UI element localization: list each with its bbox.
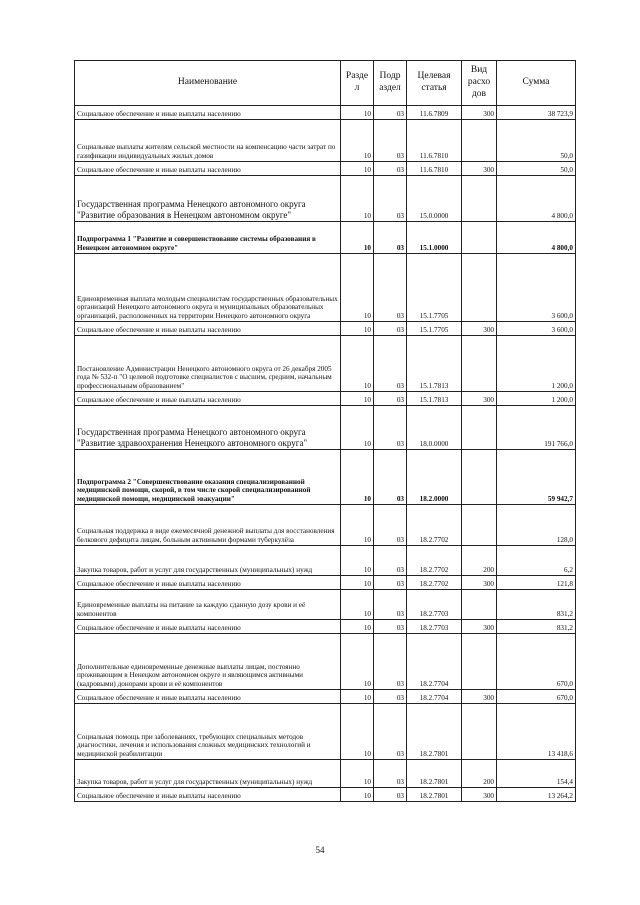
row-section: 10 bbox=[341, 222, 374, 254]
row-name: Социальное обеспечение и иные выплаты населению bbox=[75, 690, 341, 704]
row-target: 15.1.0000 bbox=[407, 222, 462, 254]
header-section: Разде л bbox=[341, 61, 374, 106]
budget-table bbox=[74, 60, 576, 802]
row-target: 15.0.0000 bbox=[407, 176, 462, 222]
table-row bbox=[75, 704, 576, 760]
table-row bbox=[75, 634, 576, 690]
row-target: 18.2.7702 bbox=[407, 505, 462, 546]
row-target: 18.2.7702 bbox=[407, 546, 462, 576]
row-amount: 3 600,0 bbox=[497, 322, 576, 336]
row-subsection: 03 bbox=[374, 322, 407, 336]
row-target: 18.2.7704 bbox=[407, 634, 462, 690]
row-subsection: 03 bbox=[374, 254, 407, 322]
row-amount: 4 800,0 bbox=[497, 222, 576, 254]
row-amount: 50,0 bbox=[497, 120, 576, 162]
table-row bbox=[75, 406, 576, 450]
row-expense-type bbox=[462, 120, 497, 162]
row-expense-type bbox=[462, 406, 497, 450]
row-subsection: 03 bbox=[374, 106, 407, 120]
table-row bbox=[75, 788, 576, 802]
row-section: 10 bbox=[341, 760, 374, 788]
row-expense-type bbox=[462, 704, 497, 760]
row-subsection: 03 bbox=[374, 120, 407, 162]
row-subsection: 03 bbox=[374, 690, 407, 704]
row-expense-type: 300 bbox=[462, 788, 497, 802]
row-section: 10 bbox=[341, 704, 374, 760]
row-target: 18.2.7703 bbox=[407, 590, 462, 620]
table-row bbox=[75, 690, 576, 704]
row-subsection: 03 bbox=[374, 760, 407, 788]
row-section: 10 bbox=[341, 322, 374, 336]
row-subsection: 03 bbox=[374, 634, 407, 690]
row-name: Единовременные выплаты на питание за каждую сданную дозу крови и её компонентов bbox=[75, 590, 341, 620]
table-row bbox=[75, 222, 576, 254]
row-subsection: 03 bbox=[374, 162, 407, 176]
row-subsection: 03 bbox=[374, 176, 407, 222]
row-section: 10 bbox=[341, 620, 374, 634]
row-expense-type: 300 bbox=[462, 322, 497, 336]
row-section: 10 bbox=[341, 634, 374, 690]
row-subsection: 03 bbox=[374, 392, 407, 406]
table-row bbox=[75, 760, 576, 788]
row-name: Социальное обеспечение и иные выплаты населению bbox=[75, 576, 341, 590]
row-expense-type: 300 bbox=[462, 576, 497, 590]
row-name: Социальная помощь при заболеваниях, требующих специальных методов диагностики, лечения и использования сложных медицинских технологий и медицинской реабилитации bbox=[75, 704, 341, 760]
row-amount: 38 723,9 bbox=[497, 106, 576, 120]
table-row bbox=[75, 254, 576, 322]
row-section: 10 bbox=[341, 576, 374, 590]
header-name: Наименование bbox=[75, 61, 341, 106]
row-name: Социальное обеспечение и иные выплаты населению bbox=[75, 788, 341, 802]
table-row bbox=[75, 392, 576, 406]
row-name: Государственная программа Ненецкого автономного округа "Развитие образования в Ненецком автономном округе" bbox=[75, 176, 341, 222]
row-target: 15.1.7705 bbox=[407, 254, 462, 322]
row-expense-type bbox=[462, 254, 497, 322]
row-expense-type bbox=[462, 450, 497, 505]
row-amount: 59 942,7 bbox=[497, 450, 576, 505]
row-subsection: 03 bbox=[374, 406, 407, 450]
row-section: 10 bbox=[341, 590, 374, 620]
row-amount: 4 800,0 bbox=[497, 176, 576, 222]
header-subsection: Подр аздел bbox=[374, 61, 407, 106]
row-target: 15.1.7705 bbox=[407, 322, 462, 336]
row-section: 10 bbox=[341, 106, 374, 120]
row-target: 18.2.7702 bbox=[407, 576, 462, 590]
row-section: 10 bbox=[341, 690, 374, 704]
table-row bbox=[75, 162, 576, 176]
row-name: Социальное обеспечение и иные выплаты населению bbox=[75, 392, 341, 406]
row-target: 18.2.7801 bbox=[407, 788, 462, 802]
row-amount: 154,4 bbox=[497, 760, 576, 788]
row-expense-type: 300 bbox=[462, 162, 497, 176]
table-row bbox=[75, 546, 576, 576]
row-amount: 13 264,2 bbox=[497, 788, 576, 802]
row-name: Дополнительные единовременные денежные выплаты лицам, постоянно проживающим в Ненецком автономном округе и являющимся активными (кадровыми) донорами крови и её компонентов bbox=[75, 634, 341, 690]
page-number: 54 bbox=[315, 845, 325, 855]
row-target: 18.2.7801 bbox=[407, 760, 462, 788]
table-row bbox=[75, 106, 576, 120]
table-row bbox=[75, 120, 576, 162]
row-amount: 831,2 bbox=[497, 590, 576, 620]
table-row bbox=[75, 322, 576, 336]
row-subsection: 03 bbox=[374, 450, 407, 505]
row-section: 10 bbox=[341, 254, 374, 322]
row-name: Подпрограмма 2 "Совершенствование оказания специализированной медицинской помощи, скорой, в том числе скорой специализированной медицинской помощи, медицинской эвакуации" bbox=[75, 450, 341, 505]
row-target: 11.6.7810 bbox=[407, 162, 462, 176]
row-target: 15.1.7813 bbox=[407, 392, 462, 406]
row-amount: 50,0 bbox=[497, 162, 576, 176]
row-expense-type bbox=[462, 176, 497, 222]
row-name: Социальные выплаты жителям сельской местности на компенсацию части затрат по газификации индивидуальных жилых домов bbox=[75, 120, 341, 162]
row-section: 10 bbox=[341, 450, 374, 505]
row-amount: 13 418,6 bbox=[497, 704, 576, 760]
row-amount: 6,2 bbox=[497, 546, 576, 576]
row-amount: 831,2 bbox=[497, 620, 576, 634]
header-target: Целевая статья bbox=[407, 61, 462, 106]
row-section: 10 bbox=[341, 120, 374, 162]
row-subsection: 03 bbox=[374, 704, 407, 760]
row-subsection: 03 bbox=[374, 590, 407, 620]
row-expense-type: 200 bbox=[462, 760, 497, 788]
row-target: 18.2.0000 bbox=[407, 450, 462, 505]
row-expense-type bbox=[462, 222, 497, 254]
row-amount: 121,8 bbox=[497, 576, 576, 590]
row-target: 18.2.7703 bbox=[407, 620, 462, 634]
row-expense-type: 300 bbox=[462, 106, 497, 120]
row-expense-type bbox=[462, 336, 497, 392]
table-row bbox=[75, 620, 576, 634]
row-subsection: 03 bbox=[374, 620, 407, 634]
row-section: 10 bbox=[341, 546, 374, 576]
row-expense-type bbox=[462, 634, 497, 690]
row-section: 10 bbox=[341, 788, 374, 802]
row-section: 10 bbox=[341, 336, 374, 392]
table-header-row bbox=[75, 61, 576, 106]
row-target: 18.2.7704 bbox=[407, 690, 462, 704]
row-amount: 670,0 bbox=[497, 634, 576, 690]
row-target: 18.0.0000 bbox=[407, 406, 462, 450]
row-section: 10 bbox=[341, 162, 374, 176]
row-target: 15.1.7813 bbox=[407, 336, 462, 392]
row-expense-type: 300 bbox=[462, 690, 497, 704]
table-row bbox=[75, 176, 576, 222]
row-expense-type: 300 bbox=[462, 392, 497, 406]
row-subsection: 03 bbox=[374, 222, 407, 254]
row-amount: 191 766,0 bbox=[497, 406, 576, 450]
table-row bbox=[75, 450, 576, 505]
row-name: Социальное обеспечение и иные выплаты населению bbox=[75, 322, 341, 336]
row-expense-type bbox=[462, 590, 497, 620]
row-section: 10 bbox=[341, 176, 374, 222]
row-subsection: 03 bbox=[374, 336, 407, 392]
row-name: Социальная поддержка в виде ежемесячной денежной выплаты для восстановления белкового дефицита лицам, больным активными формами туберкулёза bbox=[75, 505, 341, 546]
row-subsection: 03 bbox=[374, 546, 407, 576]
row-target: 11.6.7809 bbox=[407, 106, 462, 120]
row-amount: 670,0 bbox=[497, 690, 576, 704]
row-target: 18.2.7801 bbox=[407, 704, 462, 760]
row-amount: 1 200,0 bbox=[497, 392, 576, 406]
table-row bbox=[75, 590, 576, 620]
row-name: Социальное обеспечение и иные выплаты населению bbox=[75, 620, 341, 634]
row-target: 11.6.7810 bbox=[407, 120, 462, 162]
row-amount: 1 200,0 bbox=[497, 336, 576, 392]
row-name: Единовременная выплата молодым специалистам государственных образовательных организаций Ненецкого автономного округа и муниципальных образовательных организаций, расположенных на территории Ненецкого автономного округа bbox=[75, 254, 341, 322]
header-amount: Сумма bbox=[497, 61, 576, 106]
row-name: Закупка товаров, работ и услуг для государственных (муниципальных) нужд bbox=[75, 546, 341, 576]
row-section: 10 bbox=[341, 406, 374, 450]
row-section: 10 bbox=[341, 392, 374, 406]
row-amount: 3 600,0 bbox=[497, 254, 576, 322]
row-amount: 128,0 bbox=[497, 505, 576, 546]
row-name: Социальное обеспечение и иные выплаты населению bbox=[75, 106, 341, 120]
row-name: Социальное обеспечение и иные выплаты населению bbox=[75, 162, 341, 176]
row-name: Подпрограмма 1 "Развитие и совершенствование системы образования в Ненецком автономном округе" bbox=[75, 222, 341, 254]
row-expense-type bbox=[462, 505, 497, 546]
table-row bbox=[75, 505, 576, 546]
row-name: Постановление Администрации Ненецкого автономного округа от 26 декабря 2005 года № 532-п "О целевой подготовке специалистов с высшим, средним, начальным профессиональным образованием" bbox=[75, 336, 341, 392]
row-name: Закупка товаров, работ и услуг для государственных (муниципальных) нужд bbox=[75, 760, 341, 788]
table-row bbox=[75, 576, 576, 590]
row-section: 10 bbox=[341, 505, 374, 546]
header-expense-type: Вид расхо дов bbox=[462, 61, 497, 106]
row-name: Государственная программа Ненецкого автономного округа "Развитие здравоохранения Ненецкого автономного округа" bbox=[75, 406, 341, 450]
row-subsection: 03 bbox=[374, 788, 407, 802]
row-subsection: 03 bbox=[374, 576, 407, 590]
row-expense-type: 300 bbox=[462, 620, 497, 634]
table-row bbox=[75, 336, 576, 392]
row-subsection: 03 bbox=[374, 505, 407, 546]
row-expense-type: 200 bbox=[462, 546, 497, 576]
